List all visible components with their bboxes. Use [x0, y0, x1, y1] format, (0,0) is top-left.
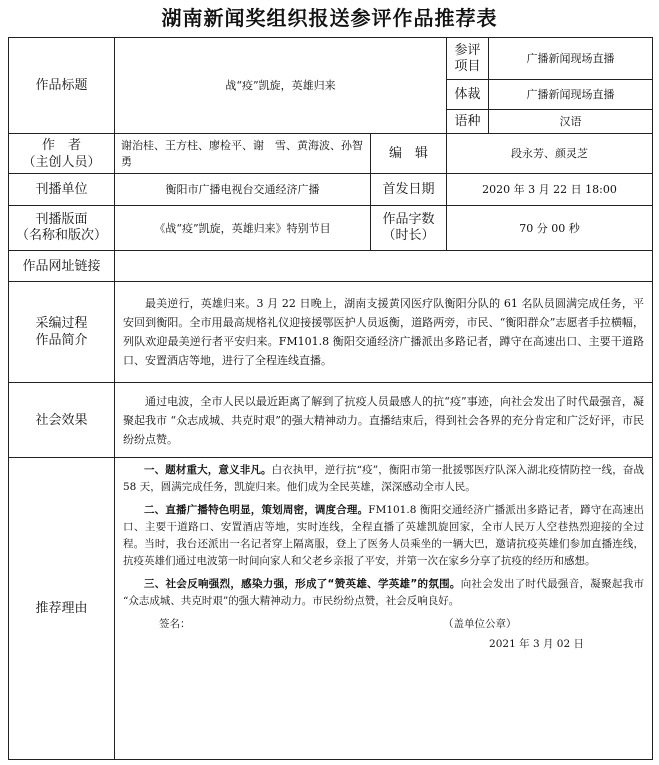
layout-label: 刊播版面 （名称和版次）	[9, 206, 115, 251]
first-date-value: 2020 年 3 月 22 日 18:00	[447, 174, 653, 206]
work-title-value: 战“疫”凯旋，英雄归来	[115, 38, 447, 134]
layout-value: 《战“疫”凯旋，英雄归来》特别节目	[115, 206, 371, 251]
row-effect	[9, 383, 653, 458]
reason-item-3: 三、社会反响强烈，感染力强，形成了“赞英雄、学英雄”的氛围。向社会发出了时代最强音，凝聚起我市 “众志成城、共克时艰”的强大精神动力。市民纷纷点赞，社会反响良好。	[123, 578, 644, 607]
row-url	[9, 251, 653, 282]
word-count-label: 作品字数 （时长）	[371, 206, 447, 251]
duration-value: 70 分 00 秒	[447, 206, 653, 251]
process-label: 采编过程 作品简介	[9, 282, 115, 383]
signature-date: 2021 年 3 月 02 日	[489, 638, 584, 650]
row-layout-duration	[9, 206, 653, 251]
signature-label: 签名：	[159, 618, 191, 630]
row-unit-date	[9, 174, 653, 206]
work-title-label: 作品标题	[9, 38, 115, 134]
reason-item-2: 二、直播广播特色明显，策划周密，调度合理。FM101.8 衡阳交通经济广播派出多路记者，蹲守在高速出口、主要干道路口、安置酒店等地，实时连线，全程直播了英雄凯旋回家，全市人民万人空巷热烈迎接的全过程。当时，我台还派出一名记者穿上隔离服，登上了医务人员乘坐的一辆大巴，邀请抗疫英雄们参加直播连线，抗疫英雄们通过电波第一时间向家人和父老乡亲报了平安，并第一次在家乡分享了抗疫的经历和感想。	[123, 504, 644, 567]
row-author-editor	[9, 134, 653, 174]
genre-label: 体裁	[447, 80, 489, 110]
effect-label: 社会效果	[9, 383, 115, 458]
reason-item-1: 一、题材重大，意义非凡。白衣执甲，逆行抗“疫”，衡阳市第一批援鄂医疗队深入湖北疫情防控一线，奋战 58 天，圆满完成任务，凯旋归来。他们成为全民英雄，深深感动全市人民。	[123, 464, 645, 493]
row-process	[9, 282, 653, 383]
url-label: 作品网址链接	[9, 251, 115, 282]
genre-value: 广播新闻现场直播	[489, 80, 653, 110]
process-text: 最美逆行，英雄归来。3 月 22 日晚上，湖南支援黄冈医疗队衡阳分队的 61 名队员圆满完成任务，平安回到衡阳。全市用最高规格礼仪迎接援鄂医护人员返衡，道路两旁，市民、“衡阳群众”志愿者手拉横幅，列队欢迎最美逆行者平安归来。FM101.8 衡阳交通经济广播派出多路记者，蹲守在高速出口、主要干道路口、安置酒店等地，进行了全程连线直播。	[115, 282, 653, 383]
first-date-label: 首发日期	[371, 174, 447, 206]
language-label: 语种	[447, 110, 489, 134]
author-value: 谢治桂、王方柱、廖检平、谢 雪、黄海波、孙智勇	[115, 134, 371, 174]
review-item-value: 广播新闻现场直播	[489, 38, 653, 80]
reason-text	[115, 458, 653, 760]
row-reason	[9, 458, 653, 760]
author-label: 作 者 （主创人员）	[9, 134, 115, 174]
seal-label: （盖单位公章）	[443, 618, 517, 630]
row-title-review	[9, 38, 653, 80]
editor-value: 段永芳、颜灵芝	[447, 134, 653, 174]
language-value: 汉语	[489, 110, 653, 134]
editor-label: 编 辑	[371, 134, 447, 174]
unit-value: 衡阳市广播电视台交通经济广播	[115, 174, 371, 206]
unit-label: 刊播单位	[9, 174, 115, 206]
review-item-label: 参评 项目	[447, 38, 489, 80]
recommendation-form	[8, 37, 653, 760]
reason-label: 推荐理由	[9, 458, 115, 760]
signature-line	[123, 616, 644, 634]
page-title: 湖南新闻奖组织报送参评作品推荐表	[161, 6, 498, 30]
url-value[interactable]	[115, 251, 653, 282]
effect-text: 通过电波，全市人民以最近距离了解到了抗疫人员最感人的抗“疫”事迹，向社会发出了时代最强音，凝聚起我市 “众志成城、共克时艰”的强大精神动力。直播结束后，得到社会各界的充分肯定和广泛好评，市民纷纷点赞。	[115, 383, 653, 458]
